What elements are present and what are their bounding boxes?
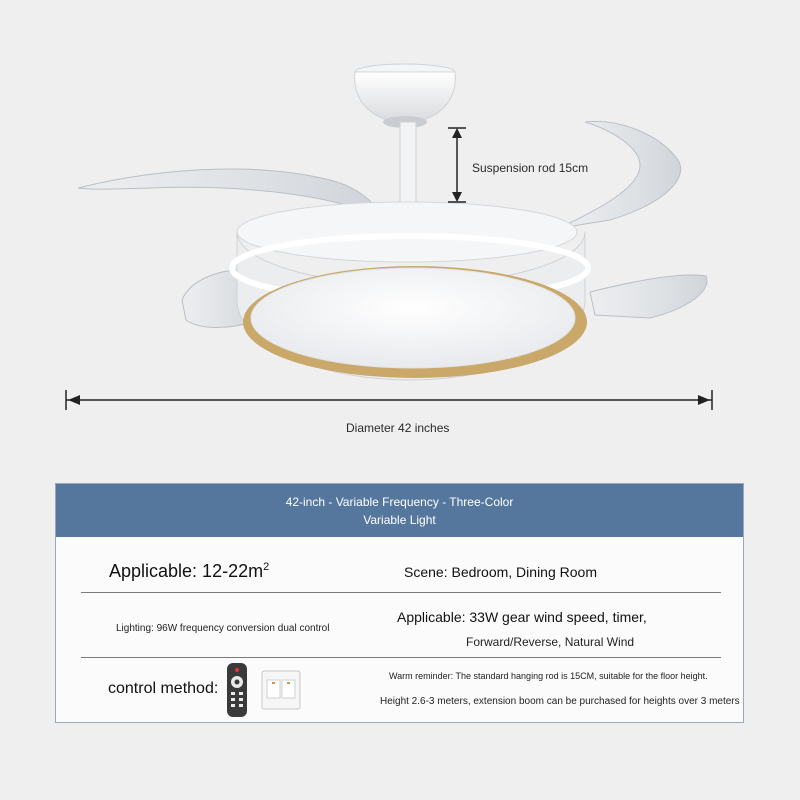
suspension-rod-label: Suspension rod 15cm: [472, 161, 589, 175]
fan-blade-left: [78, 169, 372, 206]
divider-2: [81, 657, 721, 658]
height-note-text: Height 2.6-3 meters, extension boom can be purchased for heights over 3 meters: [380, 696, 740, 707]
fan-blade-right-lower: [590, 275, 707, 318]
light-lens: [251, 268, 575, 368]
scene-text: Scene: Bedroom, Dining Room: [404, 564, 597, 580]
applicable-gear-line1: Applicable: 33W gear wind speed, timer,: [397, 609, 647, 625]
warm-reminder-text: Warm reminder: The standard hanging rod is 15CM, suitable for the floor height.: [389, 671, 708, 681]
panel-header-line2: Variable Light: [363, 513, 436, 527]
spec-panel: [55, 483, 744, 723]
lighting-text: Lighting: 96W frequency conversion dual control: [116, 623, 330, 634]
fan-body-top: [237, 202, 577, 262]
applicable-area-sup: 2: [263, 561, 270, 573]
suspension-rod: [400, 122, 416, 202]
applicable-area: [109, 561, 269, 582]
control-method-label: control method:: [108, 680, 219, 697]
divider-1: [81, 592, 721, 593]
diameter-label: Diameter 42 inches: [346, 421, 450, 435]
panel-header-line1: 42-inch - Variable Frequency - Three-Color: [285, 495, 514, 509]
applicable-gear-line2: Forward/Reverse, Natural Wind: [466, 635, 635, 649]
applicable-area-text: Applicable: 12-22m: [109, 561, 264, 581]
panel-header: [56, 484, 743, 537]
wall-switch-icon: [261, 670, 301, 710]
remote-control-icon: [226, 662, 248, 718]
